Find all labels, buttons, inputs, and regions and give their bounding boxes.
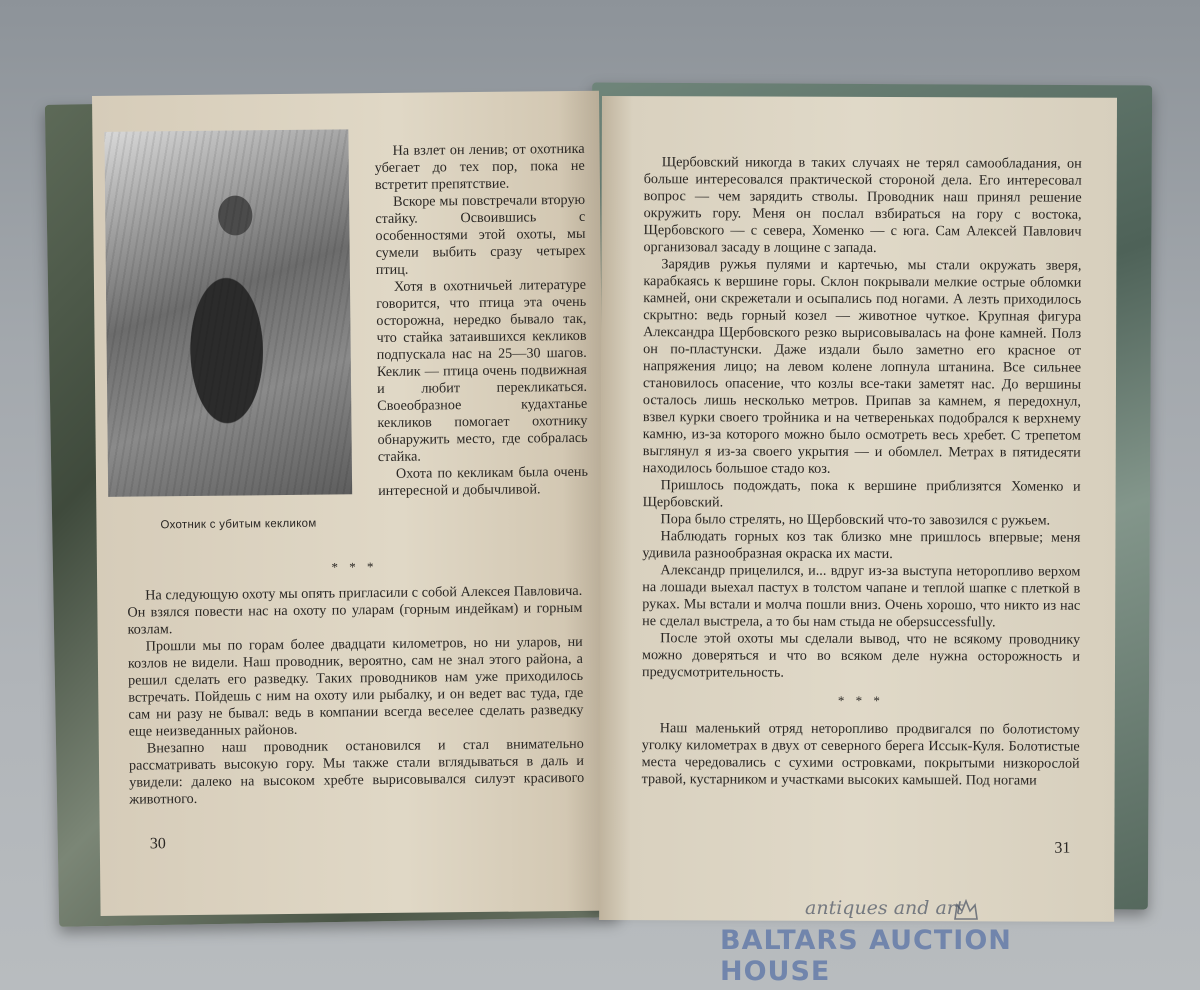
page-number-left: 30 bbox=[149, 835, 166, 853]
paragraph: На взлет он ленив; от охотника убегает до тех пор, пока не встретит препятствие. bbox=[374, 140, 585, 194]
left-page bbox=[92, 91, 608, 916]
section-divider: * * * bbox=[837, 692, 884, 708]
paragraph: Внезапно наш проводник остановился и стал внимательно рассматривать высокую гору. Мы также стали вглядываться в даль и увидели: далеко на высоком хребте вырисовывался силуэт красивого животного. bbox=[128, 735, 585, 808]
right-page bbox=[599, 96, 1117, 922]
hunter-photo bbox=[104, 129, 352, 497]
paragraph: Прошли мы по горам более двадцати километров, но ни уларов, ни козлов не видели. Наш проводник, вероятно, сам не знал этого района, а решил сделать его разведку. Таких проводников нам уже приходилось встречать. Пойдешь с ним на охоту или рыбалку, и он ведет вас туда, где сам ни разу не бывал: ведь в компании всегда веселее сделать разведку еще неизведанных районов. bbox=[127, 633, 584, 740]
wide-column-left bbox=[127, 559, 585, 809]
section-divider: * * * bbox=[331, 559, 378, 575]
crown-icon bbox=[953, 899, 979, 921]
paragraph: Пришлось подождать, пока к вершине приблизятся Хоменко и Щербовский. bbox=[642, 477, 1081, 511]
watermark-brand: BALTARS AUCTION HOUSE bbox=[720, 925, 1012, 987]
paragraph: После этой охоты мы сделали вывод, что не всякому проводнику можно доверяться и что во всяком деле нужна осторожность и предусмотрительность. bbox=[641, 630, 1081, 681]
page-number-right: 31 bbox=[1054, 839, 1071, 857]
paragraph: Пора было стрелять, но Щербовский что-то завозился с ружьем. bbox=[660, 511, 1051, 529]
paragraph: На следующую охоту мы опять пригласили с собой Алексея Павловича. Он взялся повести нас на охоту по уларам (горным индейкам) и горным козлам. bbox=[127, 582, 583, 638]
paragraph: Наш маленький отряд неторопливо продвигался по болотистому уголку километрах в двух от северного берега Иссык-Куля. Болотистые места чередовались с сухими островками, покрытыми низкорослой травой, кустарником и участками высоких камышей. Под ногами bbox=[641, 720, 1080, 789]
wide-column-right bbox=[642, 154, 1082, 790]
watermark bbox=[715, 897, 1125, 987]
watermark-tagline: antiques and art bbox=[805, 897, 964, 919]
paragraph: Щербовский никогда в таких случаях не терял самообладания, он больше интересовался практической стороной дела. Его интересовал вопрос — чем зарядить стволы. Проводник наш принял решение окружить гору. Меня он послал взбираться на гору с востока, Щербовского — с севера, Хоменко — с юга. Сам Алексей Павлович организовал засаду в лощине с запада. bbox=[643, 154, 1082, 256]
paragraph: Вскоре мы повстречали вторую стайку. Освоившись с особенностями этой охоты, мы сумели выбить сразу четырех птиц. bbox=[375, 191, 586, 279]
paragraph: Зарядив ружья пулями и картечью, мы стали окружать зверя, карабкаясь к вершине горы. Склон покрывали мелкие острые обломки камней, они скрежетали и осыпались под ногами. А лезть приходилось скрытно: ведь горный козел — животное чуткое. Крупная фигура Александра Щербовского резко вырисовывалась на фоне камней. Полз он по-пластунски. Даже издали было заметно его красное от напряжения лицо; на левом колене лопнула штанина. Все сильнее становилось опасение, что козлы все-таки заметят нас. До вершины осталось лишь несколько метров. Припав за камнем, я передохнул, взвел курки своего тройника и на четвереньках подобрался к верхнему камню, из-за которого можно было осмотреть весь хребет. С трепетом выглянул я из-за своего укрытия — и обомлел. Метрах в пятидесяти находилось большое стадо коз. bbox=[642, 256, 1082, 477]
paragraph: Хотя в охотничьей литературе говорится, что птица эта очень осторожна, нередко бывало так, что стайка затаившихся кекликов подпускала нас на 25—30 шагов. Кеклик — птица очень подвижная и любит перекликаться. Своеобразное кудахтанье кекликов помогает охотнику обнаружить место, где собралась стайка. bbox=[376, 276, 588, 466]
narrow-column bbox=[375, 141, 589, 500]
paragraph: Александр прицелился, и... вдруг из-за выступа неторопливо верхом на лошади выехал пастух в толстом чапане и теплой шапке с плеткой в руках. Мы встали и молча пошли вниз. Очень хорошо, что никто из нас не сделал выстрела, а то бы нам стыда не оберsuccessfully. bbox=[642, 562, 1081, 631]
paragraph: Наблюдать горных коз так близко мне пришлось впервые; меня удивила разнообразная окраска их масти. bbox=[642, 528, 1081, 563]
paragraph: Охота по кекликам была очень интересной и добычливой. bbox=[378, 463, 589, 500]
photo-caption: Охотник с убитым кекликом bbox=[160, 517, 317, 532]
